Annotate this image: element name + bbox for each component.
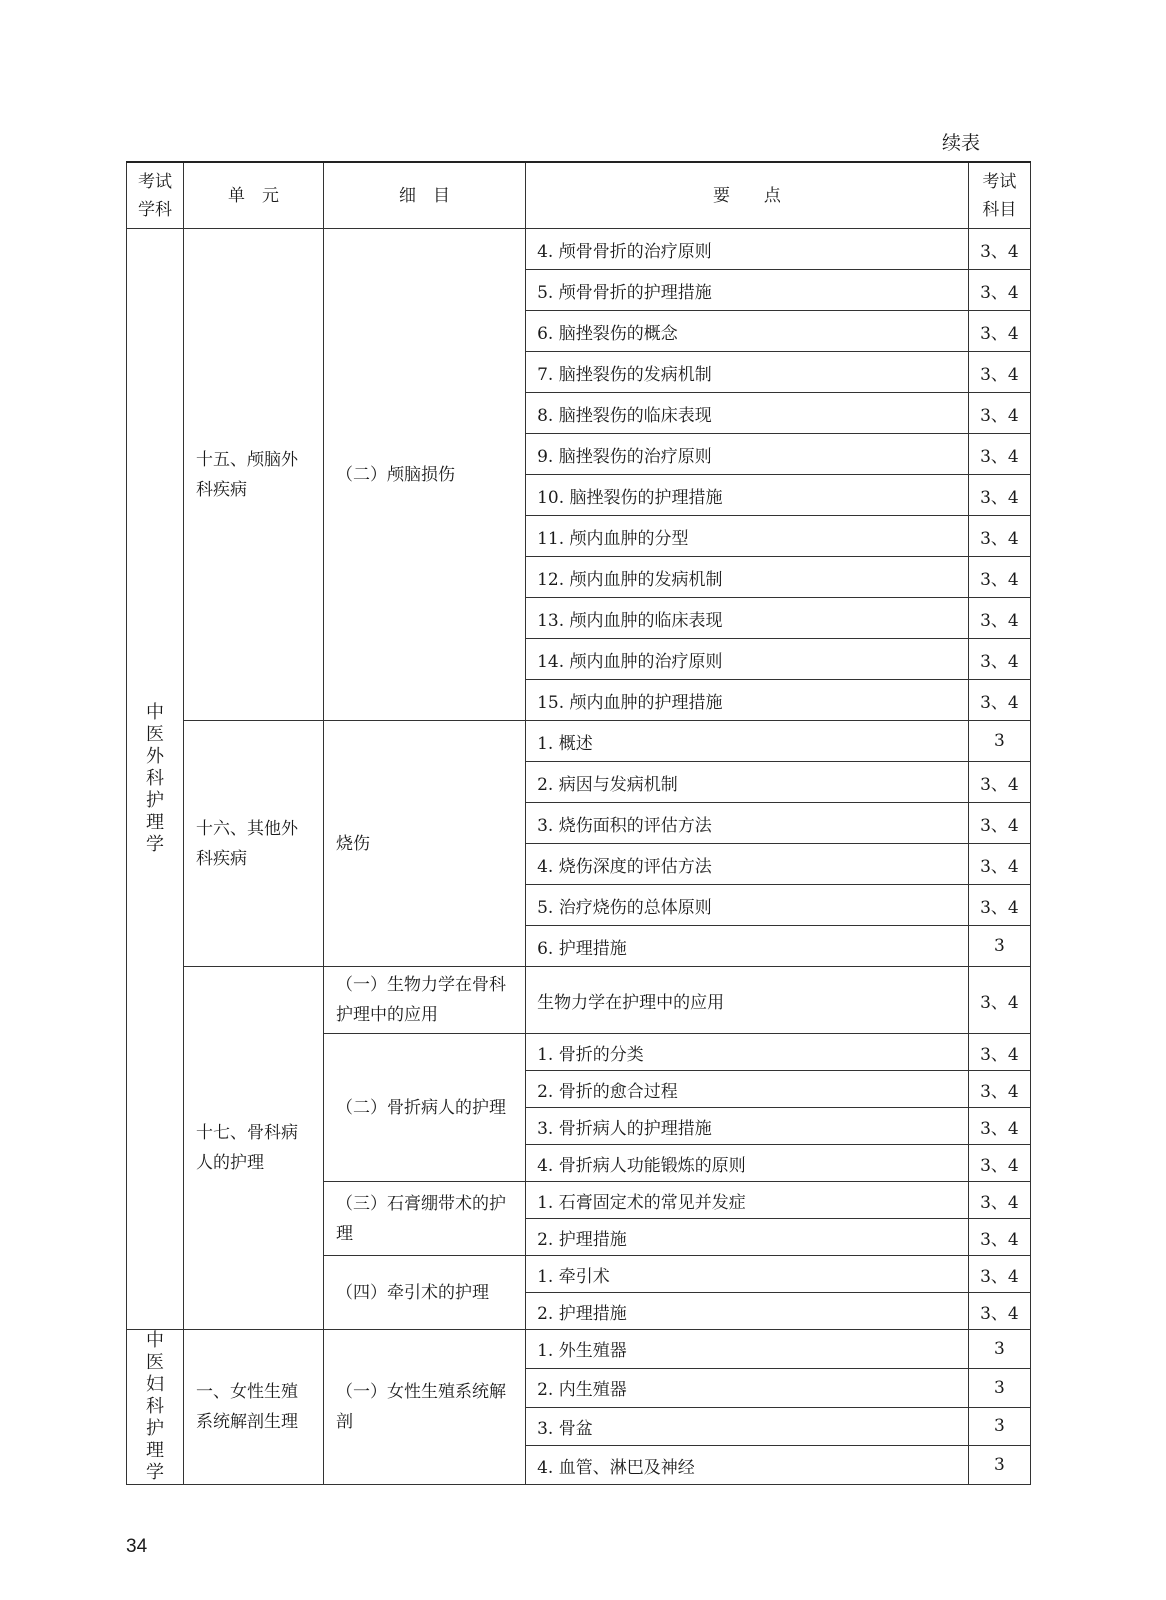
exam-cell: 3、4 bbox=[968, 1219, 1030, 1256]
point-cell: 4. 血管、淋巴及神经 bbox=[526, 1446, 969, 1485]
point-cell: 10. 脑挫裂伤的护理措施 bbox=[526, 475, 969, 516]
point-cell: 5. 治疗烧伤的总体原则 bbox=[526, 885, 969, 926]
exam-cell: 3 bbox=[968, 926, 1030, 967]
table-row bbox=[127, 229, 1031, 270]
header-exam: 考试科目 bbox=[968, 162, 1030, 229]
detail-cell: （三）石膏绷带术的护理 bbox=[323, 1182, 525, 1256]
unit-cell: 十六、其他外科疾病 bbox=[184, 721, 324, 967]
detail-cell: （四）牵引术的护理 bbox=[323, 1256, 525, 1330]
exam-cell: 3、4 bbox=[968, 516, 1030, 557]
exam-cell: 3、4 bbox=[968, 967, 1030, 1034]
unit-cell: 一、女性生殖系统解剖生理 bbox=[184, 1330, 324, 1485]
point-cell: 14. 颅内血肿的治疗原则 bbox=[526, 639, 969, 680]
point-cell: 3. 骨盆 bbox=[526, 1407, 969, 1446]
exam-cell: 3、4 bbox=[968, 639, 1030, 680]
point-cell: 4. 颅骨骨折的治疗原则 bbox=[526, 229, 969, 270]
point-cell: 11. 颅内血肿的分型 bbox=[526, 516, 969, 557]
point-cell: 5. 颅骨骨折的护理措施 bbox=[526, 270, 969, 311]
point-cell: 1. 骨折的分类 bbox=[526, 1034, 969, 1071]
exam-cell: 3、4 bbox=[968, 1293, 1030, 1330]
point-cell: 4. 骨折病人功能锻炼的原则 bbox=[526, 1145, 969, 1182]
exam-cell: 3、4 bbox=[968, 557, 1030, 598]
header-unit: 单 元 bbox=[184, 162, 324, 229]
page-number: 34 bbox=[126, 1536, 148, 1557]
exam-cell: 3、4 bbox=[968, 393, 1030, 434]
unit-cell: 十五、颅脑外科疾病 bbox=[184, 229, 324, 721]
point-cell: 12. 颅内血肿的发病机制 bbox=[526, 557, 969, 598]
detail-cell: 烧伤 bbox=[323, 721, 525, 967]
exam-cell: 3 bbox=[968, 1368, 1030, 1407]
exam-cell: 3、4 bbox=[968, 803, 1030, 844]
unit-cell: 十七、骨科病人的护理 bbox=[184, 967, 324, 1330]
exam-cell: 3、4 bbox=[968, 475, 1030, 516]
exam-cell: 3、4 bbox=[968, 1145, 1030, 1182]
exam-cell: 3、4 bbox=[968, 352, 1030, 393]
header-row bbox=[127, 162, 1031, 229]
detail-cell: （二）骨折病人的护理 bbox=[323, 1034, 525, 1182]
exam-cell: 3、4 bbox=[968, 598, 1030, 639]
point-cell: 2. 骨折的愈合过程 bbox=[526, 1071, 969, 1108]
table-row bbox=[127, 1330, 1031, 1369]
exam-cell: 3、4 bbox=[968, 1071, 1030, 1108]
point-cell: 2. 护理措施 bbox=[526, 1219, 969, 1256]
table-row bbox=[127, 721, 1031, 762]
exam-cell: 3、4 bbox=[968, 885, 1030, 926]
exam-cell: 3、4 bbox=[968, 1108, 1030, 1145]
point-cell: 9. 脑挫裂伤的治疗原则 bbox=[526, 434, 969, 475]
header-point: 要 点 bbox=[526, 162, 969, 229]
exam-cell: 3、4 bbox=[968, 1182, 1030, 1219]
point-cell: 1. 外生殖器 bbox=[526, 1330, 969, 1369]
exam-cell: 3、4 bbox=[968, 680, 1030, 721]
header-subject: 考试学科 bbox=[127, 162, 184, 229]
point-cell: 1. 石膏固定术的常见并发症 bbox=[526, 1182, 969, 1219]
point-cell: 3. 烧伤面积的评估方法 bbox=[526, 803, 969, 844]
exam-cell: 3 bbox=[968, 1446, 1030, 1485]
point-cell: 2. 护理措施 bbox=[526, 1293, 969, 1330]
exam-cell: 3、4 bbox=[968, 762, 1030, 803]
syllabus-table bbox=[126, 161, 1031, 1485]
point-cell: 3. 骨折病人的护理措施 bbox=[526, 1108, 969, 1145]
detail-cell: （一）女性生殖系统解剖 bbox=[323, 1330, 525, 1485]
subject-cell: 中医外科护理学 bbox=[127, 229, 184, 1330]
exam-cell: 3 bbox=[968, 721, 1030, 762]
exam-cell: 3 bbox=[968, 1407, 1030, 1446]
exam-cell: 3、4 bbox=[968, 229, 1030, 270]
exam-cell: 3、4 bbox=[968, 311, 1030, 352]
exam-cell: 3、4 bbox=[968, 1256, 1030, 1293]
exam-cell: 3、4 bbox=[968, 270, 1030, 311]
point-cell: 生物力学在护理中的应用 bbox=[526, 967, 969, 1034]
table-caption: 续表 bbox=[941, 132, 980, 154]
point-cell: 1. 概述 bbox=[526, 721, 969, 762]
point-cell: 13. 颅内血肿的临床表现 bbox=[526, 598, 969, 639]
exam-cell: 3、4 bbox=[968, 434, 1030, 475]
point-cell: 8. 脑挫裂伤的临床表现 bbox=[526, 393, 969, 434]
detail-cell: （二）颅脑损伤 bbox=[323, 229, 525, 721]
table-row bbox=[127, 967, 1031, 1034]
exam-cell: 3、4 bbox=[968, 844, 1030, 885]
point-cell: 2. 病因与发病机制 bbox=[526, 762, 969, 803]
point-cell: 15. 颅内血肿的护理措施 bbox=[526, 680, 969, 721]
point-cell: 7. 脑挫裂伤的发病机制 bbox=[526, 352, 969, 393]
subject-cell: 中医妇科护理学 bbox=[127, 1330, 184, 1485]
point-cell: 6. 护理措施 bbox=[526, 926, 969, 967]
exam-cell: 3、4 bbox=[968, 1034, 1030, 1071]
header-detail: 细 目 bbox=[323, 162, 525, 229]
exam-cell: 3 bbox=[968, 1330, 1030, 1369]
point-cell: 6. 脑挫裂伤的概念 bbox=[526, 311, 969, 352]
point-cell: 1. 牵引术 bbox=[526, 1256, 969, 1293]
point-cell: 4. 烧伤深度的评估方法 bbox=[526, 844, 969, 885]
detail-cell: （一）生物力学在骨科护理中的应用 bbox=[323, 967, 525, 1034]
point-cell: 2. 内生殖器 bbox=[526, 1368, 969, 1407]
